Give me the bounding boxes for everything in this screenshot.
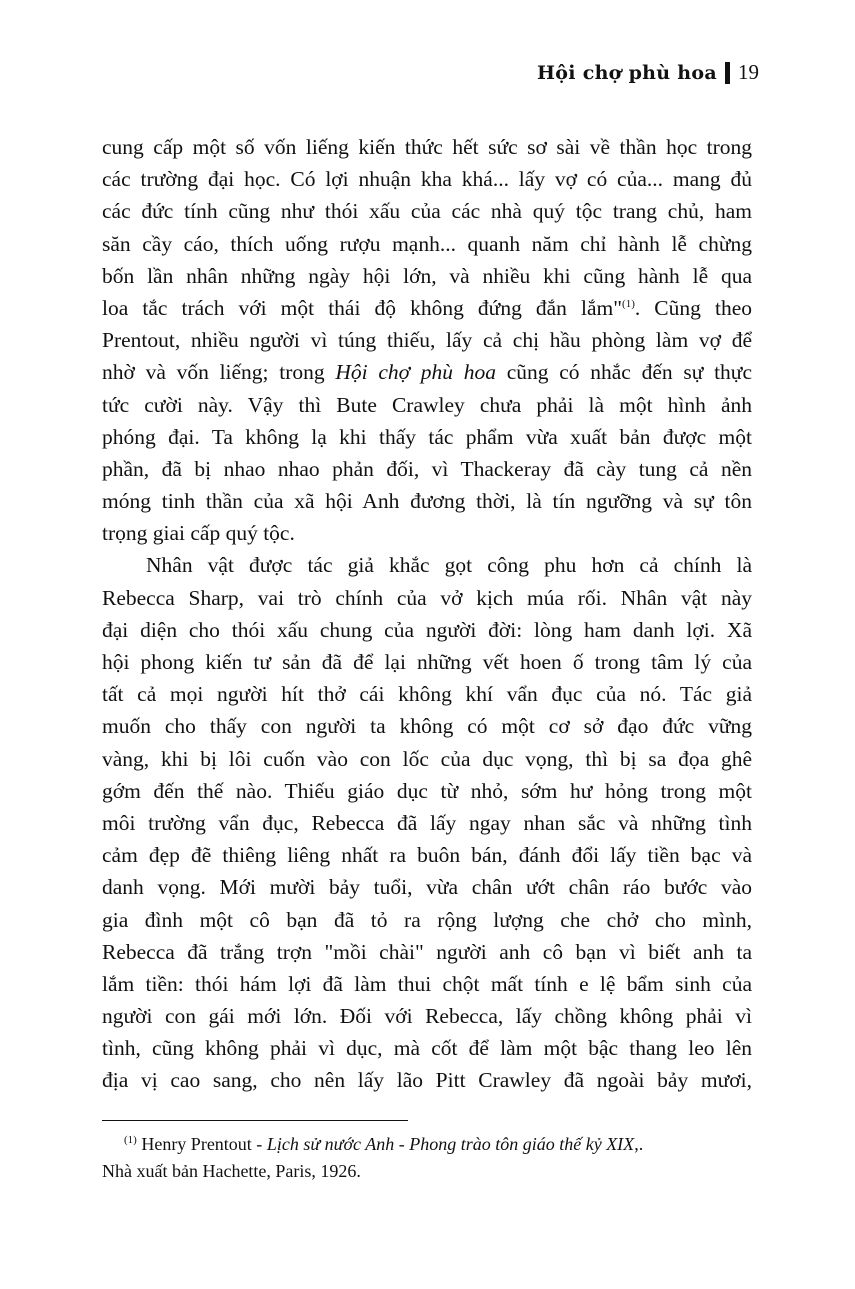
text-line: tất cả mọi người hít thở cái không khí vẩn đục của nó. Tác giả	[102, 682, 752, 707]
text-line: phóng đại. Ta không lạ khi thấy tác phẩm vừa xuất bản được một	[102, 424, 752, 449]
text-line: Rebecca Sharp, vai trò chính của vở kịch múa rối. Nhân vật này	[102, 585, 752, 610]
footnote-number: (1)	[124, 1134, 137, 1146]
text-line: móng tinh thần của xã hội Anh đương thời, là tín ngưỡng và sự tôn	[102, 489, 752, 514]
footnote-rule	[102, 1120, 408, 1121]
text-line: cảm đẹp đẽ thiêng liêng nhất ra buôn bán, đánh đổi lấy tiền bạc và	[102, 843, 752, 868]
text-line	[102, 356, 752, 388]
text-segment: cũng có nhắc đến sự thực	[496, 360, 752, 385]
text-line: danh vọng. Mới mười bảy tuổi, vừa chân ướt chân ráo bước vào	[102, 875, 752, 900]
text-line: phần, đã bị nhao nhao phản đối, vì Thackeray đã cày tung cả nền	[102, 456, 752, 481]
footnote-tail: ,.	[634, 1134, 644, 1154]
text-line: bốn lần nhân những ngày hội lớn, và nhiều khi cũng hành lễ qua	[102, 263, 752, 288]
footnote-sep: -	[394, 1134, 410, 1154]
text-segment: nhờ và vốn liếng; trong	[102, 360, 336, 385]
footnote-publisher: Nhà xuất bản Hachette, Paris, 1926.	[102, 1161, 361, 1181]
text-line: Nhân vật được tác giả khắc gọt công phu hơn cả chính là	[146, 553, 752, 578]
book-title: Hội chợ phù hoa	[537, 61, 717, 84]
text-line: môi trường vẩn đục, Rebecca đã lấy ngay nhan sắc và những tình	[102, 810, 752, 835]
text-line: muốn cho thấy con người ta không có một cơ sở đạo đức vững	[102, 714, 752, 739]
text-line: cung cấp một số vốn liếng kiến thức hết sức sơ sài về thần học trong	[102, 135, 752, 159]
footnote-title: Lịch sử nước Anh	[266, 1134, 395, 1154]
text-line: Rebecca đã trắng trợn "mồi chài" người anh cô bạn vì biết anh ta	[102, 939, 752, 964]
text-line: địa vị cao sang, cho nên lấy lão Pitt Crawley đã ngoài bảy mươi,	[102, 1068, 752, 1093]
text-segment: . Cũng theo	[634, 295, 752, 320]
text-line: vàng, khi bị lôi cuốn vào con lốc của dục vọng, thì bị sa đọa ghê	[102, 746, 752, 771]
footnote-author: Henry Prentout -	[136, 1134, 267, 1154]
text-line: Prentout, nhiều người vì túng thiếu, lấy cả chị hầu phòng làm vợ để	[102, 328, 752, 353]
text-line: người con gái mới lớn. Đối với Rebecca, lấy chồng không phải vì	[102, 1004, 752, 1029]
text-line: trọng giai cấp quý tộc.	[102, 521, 295, 546]
footnote-subtitle: Phong trào tôn giáo thế kỷ XIX	[409, 1134, 635, 1154]
text-segment: loa tắc trách với một thái độ không đứng đắn lắm"	[102, 295, 623, 320]
footnote	[102, 1131, 762, 1185]
page-number: 19	[738, 60, 759, 84]
text-line: hội phong kiến tư sản đã để lại những vết hoen ố trong tâm lý của	[102, 650, 752, 674]
italic-title: Hội chợ phù hoa	[335, 360, 497, 385]
text-line: gớm đến thế nào. Thiếu giáo dục từ nhỏ, sớm hư hỏng trong một	[102, 778, 752, 803]
header-divider	[725, 62, 730, 84]
text-line: các trường đại học. Có lợi nhuận kha khá... lấy vợ có của... mang đủ	[102, 167, 752, 192]
running-header	[537, 60, 759, 85]
text-line: tức cười này. Vậy thì Bute Crawley chưa phải là một hình ảnh	[102, 392, 752, 417]
text-line: lắm tiền: thói hám lợi đã làm thui chột mất tính e lệ bẩm sinh của	[102, 971, 752, 996]
text-line: gia đình một cô bạn đã tỏ ra rộng lượng che chở cho mình,	[102, 907, 752, 932]
body-text	[102, 131, 752, 1097]
paragraph-1	[102, 131, 752, 549]
text-line: săn cầy cáo, thích uống rượu mạnh... quanh năm chỉ hành lễ chừng	[102, 231, 752, 256]
footnote-ref[interactable]: (1)	[622, 297, 635, 310]
text-line	[102, 292, 752, 324]
text-line: các đức tính cũng như thói xấu của các nhà quý tộc trang chủ, ham	[102, 199, 752, 224]
paragraph-2	[102, 549, 752, 1096]
footnote-line	[102, 1131, 762, 1158]
text-line: tình, cũng không phải vì dục, mà cốt để làm một bậc thang leo lên	[102, 1036, 752, 1061]
text-line: đại diện cho thói xấu chung của người đời: lòng ham danh lợi. Xã	[102, 617, 752, 642]
